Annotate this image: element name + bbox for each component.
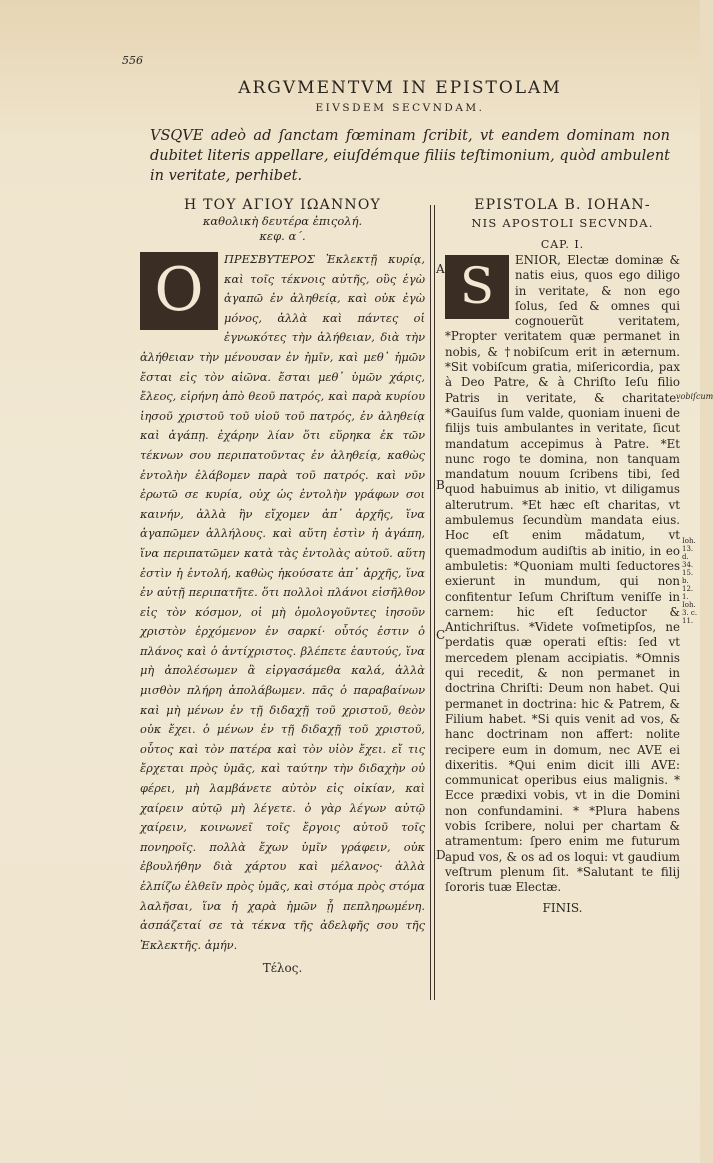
latin-heading-line2: NIS APOSTOLI SECVNDA. bbox=[471, 216, 654, 230]
greek-end: Τέλος. bbox=[262, 961, 303, 976]
margin-note-references: Ioh. 13. d. 34. 15. b. 12. 1. Ioh. 3. c. 11. bbox=[682, 537, 698, 625]
greek-body: ΠΡΕΣΒΥΤΕΡΟΣ Ἐκλεκτῇ κυρίᾳ, καὶ τοῖς τέκνοις αὐτῆς, οὓς ἐγὼ ἀγαπῶ ἐν ἀληθείᾳ, καὶ οὐκ ἐγὼ μόνος, ἀλλὰ καὶ πάντες οἱ ἐγνωκότες τὴν ἀλήθειαν, διὰ τὴν ἀλήθειαν τὴν μένουσαν ἐν ἡμῖν, καὶ μεθ᾿ ἡμῶν ἔσται εἰς τὸν αἰῶνα. ἔσται μεθ᾿ ὑμῶν χάρις, ἔλεος, εἰρήνη ἀπὸ θεοῦ πατρός, καὶ παρὰ κυρίου ἰησοῦ χριστοῦ τοῦ υἱοῦ τοῦ πατρός, ἐν ἀληθείᾳ καὶ ἀγάπῃ. ἐχάρην λίαν ὅτι εὕρηκα ἐκ τῶν τέκνων σου περιπατοῦντας ἐν ἀληθείᾳ, καθὼς ἐντολὴν ἐλάβομεν παρὰ τοῦ πατρός. καὶ νῦν ἐρωτῶ σε κυρία, οὐχ ὡς ἐντολὴν γράφων σοι καινήν, ἀλλὰ ἣν εἴχομεν ἀπ᾿ ἀρχῆς, ἵνα ἀγαπῶμεν ἀλλήλους. καὶ αὕτη ἐστὶν ἡ ἀγάπη, ἵνα περιπατῶμεν κατὰ τὰς ἐντολὰς αὐτοῦ. αὕτη ἐστὶν ἡ ἐντολή, καθὼς ἠκούσατε ἀπ᾿ ἀρχῆς, ἵνα ἐν αὐτῇ περιπατῆτε. ὅτι πολλοὶ πλάνοι εἰσῆλθον εἰς τὸν κόσμον, οἱ μὴ ὁμολογοῦντες ἰησοῦν χριστὸν ἐρχόμενον ἐν σαρκί· οὗτός ἐστιν ὁ πλάνος καὶ ὁ ἀντίχριστος. βλέπετε ἑαυτούς, ἵνα μὴ ἀπολέσωμεν ἃ εἰργασάμεθα καλά, ἀλλὰ μισθὸν πλήρη ἀπολάβωμεν. πᾶς ὁ παραβαίνων καὶ μὴ μένων ἐν τῇ διδαχῇ τοῦ χριστοῦ, θεὸν οὐκ ἔχει. ὁ μένων ἐν τῇ διδαχῇ τοῦ χριστοῦ, οὗτος καὶ τὸν πατέρα καὶ τὸν υἱὸν ἔχει. εἴ τις ἔρχεται πρὸς ὑμᾶς, καὶ ταύτην τὴν διδαχὴν οὐ φέρει, μὴ λαμβάνετε αὐτὸν εἰς οἰκίαν, καὶ χαίρειν αὐτῷ μὴ λέγετε. ὁ γὰρ λέγων αὐτῷ χαίρειν, κοινωνεῖ τοῖς ἔργοις αὐτοῦ τοῖς πονηροῖς. πολλὰ ἔχων ὑμῖν γράφειν, οὐκ ἐβουλήθην διὰ χάρτου καὶ μέλανος· ἀλλὰ ἐλπίζω ἐλθεῖν πρὸς ὑμᾶς, καὶ στόμα πρὸς στόμα λαλῆσαι, ἵνα ἡ χαρὰ ἡμῶν ᾖ πεπληρωμένη. ἀσπάζεταί σε τὰ τέκνα τῆς ἀδελφῆς σου τῆς Ἐκλεκτῆς. ἀμήν. bbox=[140, 252, 425, 952]
latin-column bbox=[445, 196, 680, 915]
latin-dropcap: S bbox=[445, 255, 509, 319]
page-subtitle: EIVSDEM SECVNDAM. bbox=[315, 102, 485, 114]
greek-column bbox=[140, 196, 425, 975]
greek-chapter: κεφ. α΄. bbox=[259, 229, 306, 243]
latin-body: ENIOR, Electæ dominæ & natis eius, quos ego diligo in veritate, & non ego ſolus, ſed & omnes qui cognouerũt veritatem, *Propter veritatem quæ permanet in nobis, & †nobiſcum erit in æternum. *Sit vobiſcum gratia, miſericordia, pax à Deo Patre, & à Chriſto Ieſu filio Patris in veritate, & charitate. *Gauiſus ſum valde, quoniam inueni de filijs tuis ambulantes in veritate, ſicut mandatum accepimus à Patre. *Et nunc rogo te domina, non tanquam mandatum nouum ſcribens tibi, ſed quod habuimus ab initio, vt diligamus alterutrum. *Et hæc eſt charitas, vt ambulemus ſecundùm mandata eius. Hoc eſt enim mãdatum, vt quemadmodum audiſtis ab initio, in eo ambuletis: *Quoniam multi ſeductores exierunt in mundum, qui non confitentur Ieſum Chriſtum veniſſe in carnem: hic eſt ſeductor & Antichriſtus. *Videte voſmetipſos, ne perdatis quæ operati eſtis: ſed vt mercedem plenam accipiatis. *Omnis qui recedit, & non permanet in doctrina Chriſti: Deum non habet. Qui permanet in doctrina: hic & Patrem, & Filium habet. *Si quis venit ad vos, & hanc doctrinam non affert: nolite recipere eum in domum, nec AVE ei dixeritis. *Qui enim dicit illi AVE: communicat operibus eius malignis. * Ecce prædixi vobis, vt in die Domini non confundamini. * *Plura habens vobis ſcribere, nolui per chartam & atramentum: ſpero enim me futurum apud vos, & os ad os loqui: vt gaudium veſtrum plenum ſit. *Salutant te filij ſororis tuæ Electæ. bbox=[445, 253, 680, 895]
greek-text-block bbox=[140, 250, 425, 955]
margin-letter-a: A bbox=[436, 262, 445, 276]
margin-letter-d: D bbox=[436, 848, 446, 862]
argument-paragraph: VSQVE adeò ad ſanctam fœminam ſcribit, vt eandem dominam non dubitet literis appellare, eiuſdémque filiis teſtimonium, quòd ambulent in veritate, perhibet. bbox=[150, 128, 670, 184]
column-rule-left bbox=[430, 205, 431, 1000]
greek-dropcap: Ο bbox=[140, 252, 218, 330]
page-title: ARGVMENTVM IN EPISTOLAM bbox=[238, 78, 562, 98]
latin-chapter: CAP. I. bbox=[540, 238, 585, 251]
margin-note-vobiscum: vobiſcum bbox=[676, 392, 713, 401]
margin-letter-b: B bbox=[436, 478, 445, 492]
page-number: 556 bbox=[122, 54, 143, 67]
greek-subheading: καθολικὴ δευτέρα ἐπιςολή. bbox=[202, 214, 363, 228]
margin-letter-c: C bbox=[436, 628, 446, 642]
latin-end: FINIS. bbox=[542, 901, 583, 916]
latin-heading-line1: EPISTOLA B. IOHAN- bbox=[474, 197, 651, 213]
greek-heading: Η ΤΟΥ ΑΓΙΟΥ ΙΩΑΝΝΟΥ bbox=[184, 197, 381, 213]
column-rule-right bbox=[434, 205, 435, 1000]
latin-text-block bbox=[445, 253, 680, 895]
